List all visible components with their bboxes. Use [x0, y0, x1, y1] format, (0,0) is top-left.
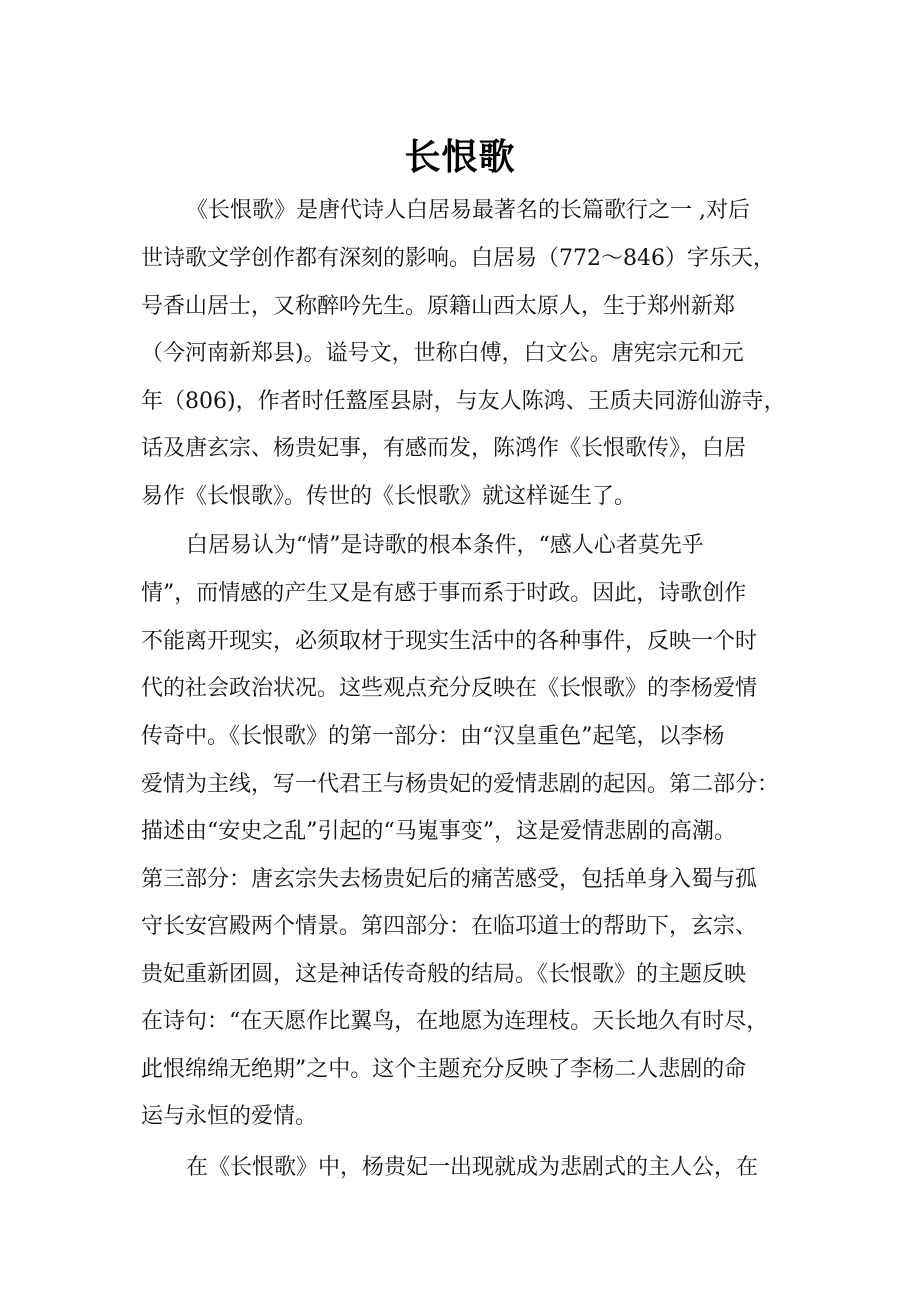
text-line: 描述由“安史之乱”引起的“马嵬事变”，这是爱情悲剧的高潮。 — [141, 819, 736, 844]
text-line: 情”，而情感的产生又是有感于事而系于时政。因此，诗歌创作 — [141, 581, 747, 606]
text-line: （今河南新郑县)。谥号文，世称白傅，白文公。唐宪宗元和元 — [141, 341, 744, 366]
text-line: 号香山居士，又称醉吟先生。原籍山西太原人，生于郑州新郑 — [141, 294, 736, 319]
text-line: 传奇中。《长恨歌》的第一部分：由“汉皇重色”起笔，以李杨 — [141, 724, 725, 749]
text-line: 运与永恒的爱情。 — [141, 1104, 318, 1129]
text-line: 此恨绵绵无绝期”之中。这个主题充分反映了李杨二人悲剧的命 — [141, 1057, 747, 1082]
text-line: 不能离开现实，必须取材于现实生活中的各种事件，反映一个时 — [141, 629, 758, 654]
text-line: 第三部分：唐玄宗失去杨贵妃后的痛苦感受，包括单身入蜀与孤 — [141, 867, 758, 892]
text-line: 代的社会政治状况。这些观点充分反映在《长恨歌》的李杨爱情 — [141, 676, 758, 701]
text-line: 白居易认为“情”是诗歌的根本条件，“感人心者莫先乎 — [186, 533, 704, 558]
text-line: 爱情为主线，写一代君王与杨贵妃的爱情悲剧的起因。第二部分： — [141, 772, 780, 797]
text-line: 世诗歌文学创作都有深刻的影响。白居易（772～846）字乐天， — [141, 246, 775, 271]
text-line: 贵妃重新团圆，这是神话传奇般的结局。《长恨歌》的主题反映 — [141, 962, 747, 987]
text-line: 年（806)，作者时任盩厔县尉，与友人陈鸿、王质夫同游仙游寺， — [141, 389, 786, 414]
text-line: 在诗句：“在天愿作比翼鸟，在地愿为连理枝。天长地久有时尽， — [141, 1009, 769, 1034]
text-line: 在《长恨歌》中，杨贵妃一出现就成为悲剧式的主人公，在 — [186, 1155, 759, 1180]
text-line: 《长恨歌》是唐代诗人白居易最著名的长篇歌行之一 ,对后 — [186, 198, 750, 223]
text-line: 易作《长恨歌》。传世的《长恨歌》就这样诞生了。 — [141, 484, 637, 509]
text-line: 守长安宫殿两个情景。第四部分：在临邛道士的帮助下，玄宗、 — [141, 914, 758, 939]
page-title: 长恨歌 — [404, 137, 516, 178]
text-line: 话及唐玄宗、杨贵妃事，有感而发，陈鸿作《长恨歌传》，白居 — [141, 436, 747, 461]
